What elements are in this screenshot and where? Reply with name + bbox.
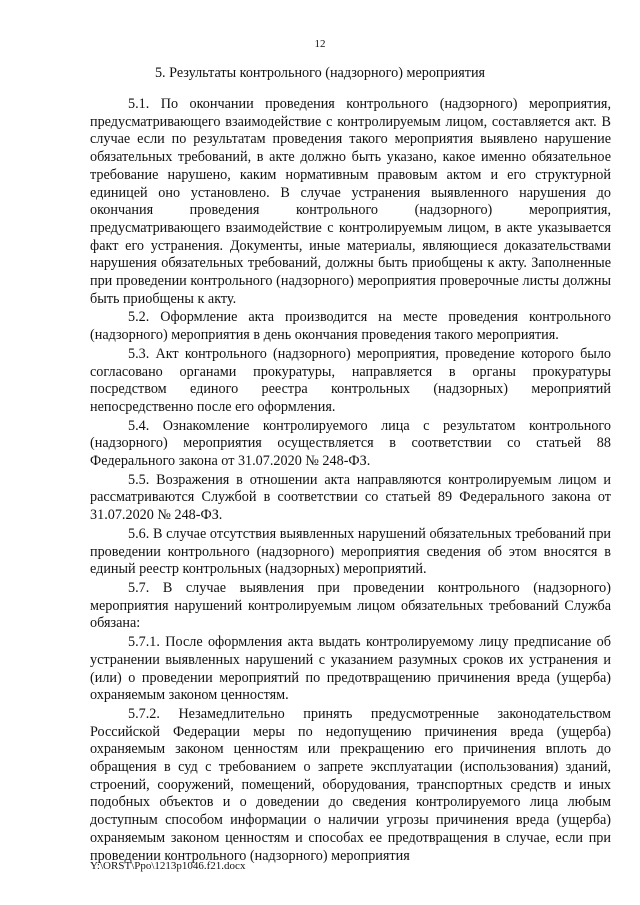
paragraph-5-7: 5.7. В случае выявления при проведении контрольного (надзорного) мероприятия нарушений контролируемым лицом обязательных требований Служба обязана: <box>90 579 611 632</box>
section-title: 5. Результаты контрольного (надзорного) мероприятия <box>154 65 486 81</box>
document-body <box>90 96 611 866</box>
paragraph-5-7-1: 5.7.1. После оформления акта выдать контролируемому лицу предписание об устранении выявленных нарушений с указанием разумных сроков их устранения и (или) о проведении мероприятий по предотвращению причинения вреда (ущерба) охраняемым законом ценностям. <box>90 634 611 704</box>
paragraph-5-5: 5.5. Возражения в отношении акта направляются контролируемым лицом и рассматриваются Службой в соответствии со статьей 89 Федерального закона от 31.07.2020 № 248-ФЗ. <box>90 471 611 524</box>
paragraph-5-6: 5.6. В случае отсутствия выявленных нарушений обязательных требований при проведении контрольного (надзорного) мероприятия сведения об этом вносятся в единый реестр контрольных (надзорных) мероприятий. <box>90 525 611 578</box>
paragraph-5-4: 5.4. Ознакомление контролируемого лица с результатом контрольного (надзорного) мероприятия осуществляется в соответствии со статьей 88 Федерального закона от 31.07.2020 № 248-ФЗ. <box>90 417 611 470</box>
paragraph-5-3: 5.3. Акт контрольного (надзорного) мероприятия, проведение которого было согласовано органами прокуратуры, направляется в органы прокуратуры посредством единого реестра контрольных (надзорных) мероприятий непосредственно после его оформления. <box>90 345 611 415</box>
footer-file-path: Y:\ORST\Ppo\1213p1046.f21.docx <box>90 860 246 872</box>
paragraph-5-1: 5.1. По окончании проведения контрольного (надзорного) мероприятия, предусматривающего взаимодействие с контролируемым лицом, составляется акт. В случае если по результатам проведения такого мероприятия выявлено нарушение обязательных требований, в акте должно быть указано, какое именно обязательное требование нарушено, каким нормативным правовым актом и его структурной единицей оно установлено. В случае устранения выявленного нарушения до окончания проведения контрольного (надзорного) мероприятия, предусматривающего взаимодействие с контролируемым лицом, в акте указывается факт его устранения. Документы, иные материалы, являющиеся доказательствами нарушения обязательных требований, должны быть приобщены к акту. Заполненные при проведении контрольного (надзорного) мероприятия проверочные листы должны быть приобщены к акту. <box>90 96 611 307</box>
page-number: 12 <box>314 38 326 50</box>
paragraph-5-2: 5.2. Оформление акта производится на месте проведения контрольного (надзорного) мероприятия в день окончания проведения такого мероприятия. <box>90 309 611 344</box>
paragraph-5-7-2: 5.7.2. Незамедлительно принять предусмотренные законодательством Российской Федерации меры по недопущению причинения вреда (ущерба) охраняемым законом ценностям или прекращению его причинения вплоть до обращения в суд с требованием о запрете эксплуатации (использования) зданий, строений, сооружений, помещений, оборудования, транспортных средств и иных подобных объектов и о доведении до сведения контролируемого лица любым доступным способом информации о наличии угрозы причинения вреда (ущерба) охраняемым законом ценностям и способах ее предотвращения в случае, если при проведении контрольного (надзорного) мероприятия <box>90 705 611 864</box>
